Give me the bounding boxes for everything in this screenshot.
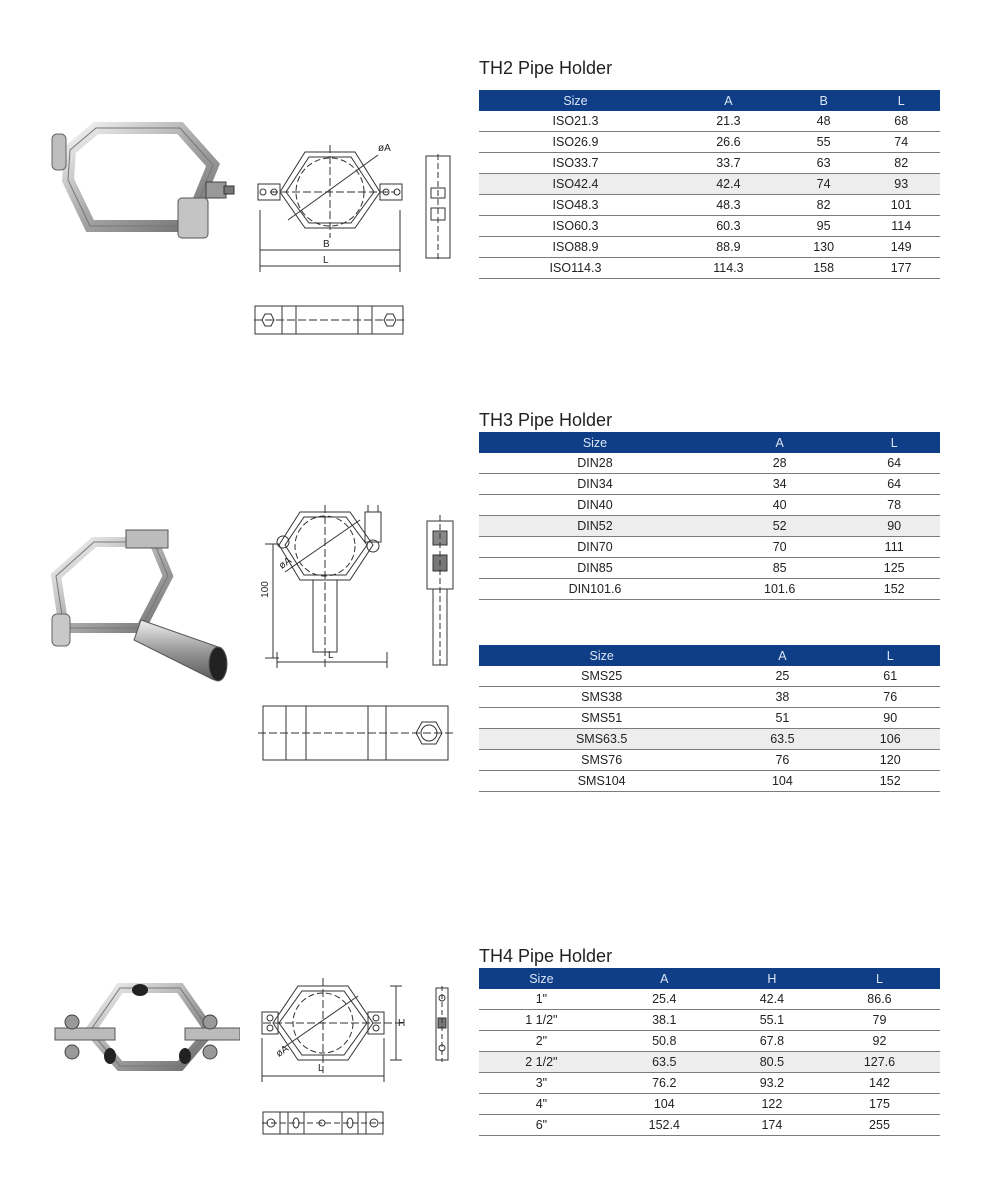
- table-cell: ISO114.3: [479, 258, 672, 279]
- table-cell: 70: [711, 537, 848, 558]
- th2-spec-table: [479, 90, 940, 279]
- table-cell: 93: [862, 174, 940, 195]
- table-cell: 78: [848, 495, 940, 516]
- dimension-label-l: L: [328, 650, 334, 661]
- table-cell: 104: [724, 771, 840, 792]
- table-cell: 52: [711, 516, 848, 537]
- table-cell: 34: [711, 474, 848, 495]
- table-header-row: [479, 968, 940, 989]
- th3-title: TH3 Pipe Holder: [479, 410, 613, 430]
- table-cell: ISO26.9: [479, 132, 672, 153]
- table-cell: 4": [479, 1094, 604, 1115]
- table-cell: 95: [785, 216, 863, 237]
- table-cell: 38.1: [604, 1010, 725, 1031]
- table-cell: 63.5: [724, 729, 840, 750]
- table-cell: SMS104: [479, 771, 724, 792]
- table-cell: 177: [862, 258, 940, 279]
- table-row: [479, 495, 940, 516]
- table-cell: 76.2: [604, 1073, 725, 1094]
- table-header-row: [479, 90, 940, 111]
- table-row: [479, 1010, 940, 1031]
- dimension-label-a: øA: [274, 1043, 291, 1060]
- table-cell: 25: [724, 666, 840, 687]
- dimension-label-a: øA: [277, 555, 294, 572]
- table-row: [479, 153, 940, 174]
- column-header: A: [711, 432, 848, 453]
- table-row: [479, 216, 940, 237]
- table-cell: 55.1: [725, 1010, 819, 1031]
- column-header: L: [840, 645, 940, 666]
- table-cell: DIN85: [479, 558, 711, 579]
- table-row: [479, 666, 940, 687]
- table-cell: 130: [785, 237, 863, 258]
- table-body: [479, 453, 940, 600]
- table-cell: 67.8: [725, 1031, 819, 1052]
- table-cell: 1 1/2": [479, 1010, 604, 1031]
- table-cell: 104: [604, 1094, 725, 1115]
- table-cell: 142: [819, 1073, 940, 1094]
- column-header: A: [672, 90, 785, 111]
- column-header: L: [819, 968, 940, 989]
- table-body: [479, 989, 940, 1136]
- th2-top-drawing: [254, 304, 404, 336]
- table-cell: SMS63.5: [479, 729, 724, 750]
- table-cell: 33.7: [672, 153, 785, 174]
- th4-product-photo: [50, 976, 240, 1086]
- table-row: [479, 1031, 940, 1052]
- table-row: [479, 237, 940, 258]
- table-cell: 149: [862, 237, 940, 258]
- table-cell: SMS76: [479, 750, 724, 771]
- table-cell: DIN40: [479, 495, 711, 516]
- dimension-label-l: L: [323, 255, 329, 266]
- table-header-row: [479, 645, 940, 666]
- table-row: [479, 579, 940, 600]
- table-cell: ISO42.4: [479, 174, 672, 195]
- column-header: Size: [479, 968, 604, 989]
- table-cell: 122: [725, 1094, 819, 1115]
- column-header: Size: [479, 432, 711, 453]
- th3-front-drawing: [255, 500, 415, 675]
- column-header: A: [604, 968, 725, 989]
- table-cell: 158: [785, 258, 863, 279]
- table-cell: DIN34: [479, 474, 711, 495]
- table-cell: 82: [862, 153, 940, 174]
- table-cell: 60.3: [672, 216, 785, 237]
- th4-side-drawing: [434, 986, 450, 1062]
- column-header: L: [848, 432, 940, 453]
- table-cell: 1": [479, 989, 604, 1010]
- table-cell: 90: [848, 516, 940, 537]
- table-cell: 48.3: [672, 195, 785, 216]
- table-row: [479, 1073, 940, 1094]
- dimension-label-height: 100: [259, 581, 271, 598]
- table-cell: 2": [479, 1031, 604, 1052]
- th2-front-drawing: [250, 140, 410, 275]
- th3-side-drawing: [425, 515, 455, 667]
- column-header: H: [725, 968, 819, 989]
- table-cell: 90: [840, 708, 940, 729]
- th4-title: TH4 Pipe Holder: [479, 946, 613, 966]
- table-cell: 88.9: [672, 237, 785, 258]
- table-row: [479, 1115, 940, 1136]
- table-cell: 152.4: [604, 1115, 725, 1136]
- table-cell: 74: [785, 174, 863, 195]
- th4-top-drawing: [262, 1110, 384, 1136]
- table-cell: SMS51: [479, 708, 724, 729]
- table-row: [479, 687, 940, 708]
- table-cell: 28: [711, 453, 848, 474]
- table-row: [479, 453, 940, 474]
- table-row: [479, 750, 940, 771]
- table-cell: 174: [725, 1115, 819, 1136]
- table-cell: 63.5: [604, 1052, 725, 1073]
- th4-front-drawing: [258, 978, 408, 1084]
- table-cell: 63: [785, 153, 863, 174]
- table-cell: 80.5: [725, 1052, 819, 1073]
- table-row: [479, 1094, 940, 1115]
- table-cell: DIN28: [479, 453, 711, 474]
- table-row: [479, 771, 940, 792]
- th3-sms-table: [479, 645, 940, 792]
- table-row: [479, 111, 940, 132]
- table-cell: 120: [840, 750, 940, 771]
- table-cell: 48: [785, 111, 863, 132]
- table-cell: 125: [848, 558, 940, 579]
- table-row: [479, 558, 940, 579]
- column-header: L: [862, 90, 940, 111]
- table-cell: SMS25: [479, 666, 724, 687]
- th2-side-drawing: [424, 154, 452, 260]
- table-cell: 152: [848, 579, 940, 600]
- table-cell: DIN70: [479, 537, 711, 558]
- dimension-label-h: H: [398, 1018, 406, 1029]
- column-header: B: [785, 90, 863, 111]
- table-cell: DIN101.6: [479, 579, 711, 600]
- dimension-label-l: L: [318, 1063, 324, 1074]
- table-row: [479, 708, 940, 729]
- table-cell: DIN52: [479, 516, 711, 537]
- table-cell: 3": [479, 1073, 604, 1094]
- table-cell: 127.6: [819, 1052, 940, 1073]
- table-row: [479, 258, 940, 279]
- table-row: [479, 174, 940, 195]
- table-cell: 64: [848, 474, 940, 495]
- table-cell: 152: [840, 771, 940, 792]
- th3-din-table: [479, 432, 940, 600]
- table-cell: 93.2: [725, 1073, 819, 1094]
- table-row: [479, 195, 940, 216]
- table-cell: 74: [862, 132, 940, 153]
- th4-spec-table: [479, 968, 940, 1136]
- table-cell: 25.4: [604, 989, 725, 1010]
- table-cell: 26.6: [672, 132, 785, 153]
- table-cell: 106: [840, 729, 940, 750]
- table-row: [479, 1052, 940, 1073]
- table-cell: 6": [479, 1115, 604, 1136]
- th2-title: TH2 Pipe Holder: [479, 58, 613, 78]
- table-cell: 101: [862, 195, 940, 216]
- table-row: [479, 729, 940, 750]
- table-row: [479, 989, 940, 1010]
- table-cell: 92: [819, 1031, 940, 1052]
- table-cell: 68: [862, 111, 940, 132]
- table-cell: 79: [819, 1010, 940, 1031]
- table-cell: 50.8: [604, 1031, 725, 1052]
- table-cell: ISO33.7: [479, 153, 672, 174]
- table-cell: 42.4: [672, 174, 785, 195]
- table-row: [479, 474, 940, 495]
- table-cell: 86.6: [819, 989, 940, 1010]
- table-cell: 40: [711, 495, 848, 516]
- table-cell: ISO21.3: [479, 111, 672, 132]
- table-cell: 76: [724, 750, 840, 771]
- table-cell: 82: [785, 195, 863, 216]
- table-cell: 38: [724, 687, 840, 708]
- column-header: A: [724, 645, 840, 666]
- table-body: [479, 111, 940, 279]
- table-cell: 175: [819, 1094, 940, 1115]
- table-cell: SMS38: [479, 687, 724, 708]
- table-cell: 64: [848, 453, 940, 474]
- th3-product-photo: [46, 528, 236, 693]
- th3-top-drawing: [258, 704, 453, 764]
- table-cell: 114.3: [672, 258, 785, 279]
- column-header: Size: [479, 90, 672, 111]
- th2-product-photo: [48, 120, 238, 260]
- table-cell: 61: [840, 666, 940, 687]
- table-cell: 85: [711, 558, 848, 579]
- column-header: Size: [479, 645, 724, 666]
- table-header-row: [479, 432, 940, 453]
- table-cell: 2 1/2": [479, 1052, 604, 1073]
- table-cell: ISO88.9: [479, 237, 672, 258]
- table-cell: 255: [819, 1115, 940, 1136]
- table-cell: 101.6: [711, 579, 848, 600]
- table-body: [479, 666, 940, 792]
- table-cell: 114: [862, 216, 940, 237]
- table-row: [479, 516, 940, 537]
- table-cell: 76: [840, 687, 940, 708]
- table-cell: 42.4: [725, 989, 819, 1010]
- dimension-label-b: B: [323, 239, 330, 250]
- table-cell: 111: [848, 537, 940, 558]
- table-cell: ISO48.3: [479, 195, 672, 216]
- table-cell: 51: [724, 708, 840, 729]
- table-cell: 21.3: [672, 111, 785, 132]
- table-cell: ISO60.3: [479, 216, 672, 237]
- table-row: [479, 537, 940, 558]
- table-cell: 55: [785, 132, 863, 153]
- dimension-label-a: øA: [378, 143, 391, 154]
- table-row: [479, 132, 940, 153]
